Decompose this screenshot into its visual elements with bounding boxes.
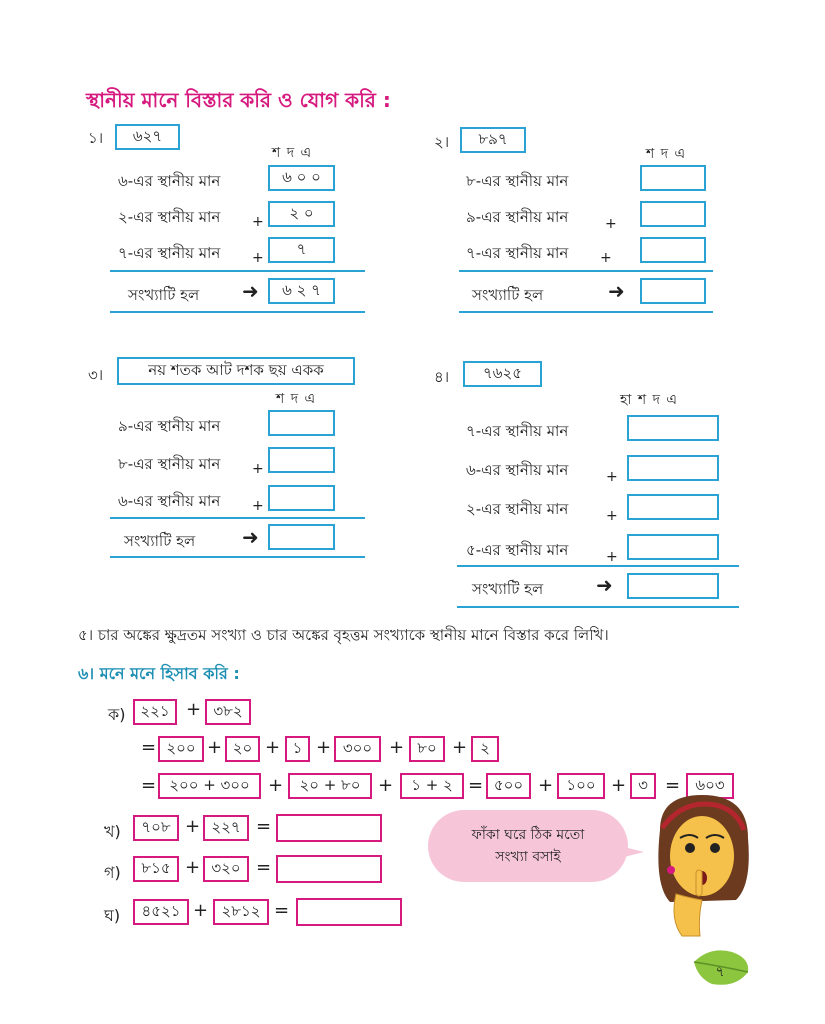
divider [110, 556, 365, 558]
plus-sign: + [186, 699, 202, 720]
row-label: ৮-এর স্থানীয় মান [118, 455, 221, 473]
plus-sign: + [252, 214, 264, 230]
expanded-box: ৮০ [409, 736, 445, 762]
grouped-box: ১ + ২ [400, 773, 464, 799]
addend-box: ২২১ [133, 699, 177, 725]
result-box[interactable] [640, 278, 706, 304]
row-label: ৬-এর স্থানীয় মান [118, 172, 221, 190]
grouped-box: ২০০ + ৩০০ [158, 773, 261, 799]
speech-bubble [428, 810, 628, 882]
expanded-box: ২০০ [158, 736, 204, 762]
plus-sign: + [268, 775, 284, 796]
answer-box[interactable] [268, 447, 335, 473]
addend-box: ৩৮২ [205, 699, 251, 725]
answer-box[interactable] [627, 455, 719, 481]
given-number-box: ৬২৭ [115, 124, 180, 150]
equals-sign: = [274, 900, 290, 921]
page-number: ৭ [715, 964, 725, 980]
part-label: ক) [108, 705, 126, 724]
answer-box: ২ ০ [268, 201, 335, 227]
equals-sign: = [256, 857, 272, 878]
row-label: ৬-এর স্থানীয় মান [466, 461, 569, 479]
answer-box: ৬০৩ [686, 773, 734, 799]
part-label: গ) [104, 863, 121, 882]
sum-label: সংখ্যাটি হল [472, 580, 544, 598]
row-label: ৬-এর স্থানীয় মান [118, 492, 221, 510]
expanded-box: ১ [285, 736, 310, 762]
addend-box: ৪৫২১ [133, 899, 189, 925]
bubble-line-1: ফাঁকা ঘরে ঠিক মতো [471, 827, 585, 843]
expanded-box: ৩০০ [334, 736, 381, 762]
plus-sign: + [605, 216, 617, 232]
divider [110, 311, 365, 313]
answer-box[interactable] [627, 494, 719, 520]
sum-box: ৩ [630, 773, 656, 799]
arrow-icon: ➜ [242, 525, 259, 549]
given-number-box: ৮৯৭ [460, 127, 526, 153]
row-label: ২-এর স্থানীয় মান [118, 208, 221, 226]
answer-box[interactable] [296, 898, 402, 926]
divider [457, 565, 739, 567]
divider [459, 311, 713, 313]
place-columns: শ দ এ [272, 145, 313, 161]
answer-box[interactable] [627, 415, 719, 441]
plus-sign: + [252, 498, 264, 514]
divider [110, 270, 365, 272]
plus-sign: + [207, 737, 223, 758]
row-label: ৮-এর স্থানীয় মান [466, 172, 569, 190]
addend-box: ৩২০ [203, 856, 249, 882]
equals-sign: = [256, 816, 272, 837]
sum-label: সংখ্যাটি হল [472, 286, 544, 304]
result-box[interactable] [627, 573, 719, 599]
plus-sign: + [606, 508, 618, 524]
grouped-box: ২০ + ৮০ [288, 773, 372, 799]
arrow-icon: ➜ [242, 279, 259, 303]
sum-label: সংখ্যাটি হল [128, 286, 200, 304]
plus-sign: + [193, 900, 209, 921]
place-columns: হা শ দ এ [620, 392, 679, 408]
part-label: ঘ) [104, 906, 121, 925]
problem-number: ১। [88, 129, 104, 147]
plus-sign: + [185, 816, 201, 837]
expanded-box: ২ [471, 736, 499, 762]
answer-box[interactable] [640, 201, 706, 227]
plus-sign: + [378, 775, 394, 796]
plus-sign: + [389, 737, 405, 758]
answer-box[interactable] [268, 410, 335, 436]
arrow-icon: ➜ [608, 279, 625, 303]
addend-box: ৭০৮ [133, 815, 179, 841]
sum-box: ১০০ [557, 773, 605, 799]
divider [110, 517, 365, 519]
answer-box[interactable] [640, 165, 706, 191]
plus-sign: + [538, 775, 554, 796]
question-5: ৫। চার অঙ্কের ক্ষুদ্রতম সংখ্যা ও চার অঙ্কের বৃহত্তম সংখ্যাকে স্থানীয় মানে বিস্তার করে লিখি। [78, 626, 609, 644]
row-label: ৯-এর স্থানীয় মান [118, 417, 221, 435]
girl-illustration [640, 790, 760, 940]
answer-box[interactable] [276, 814, 382, 842]
plus-sign: + [252, 461, 264, 477]
plus-sign: + [265, 737, 281, 758]
divider [459, 270, 713, 272]
section-heading: স্থানীয় মানে বিস্তার করি ও যোগ করি : [86, 88, 391, 112]
plus-sign: + [252, 250, 264, 266]
plus-sign: + [606, 549, 618, 565]
bubble-line-2: সংখ্যা বসাই [495, 849, 561, 865]
plus-sign: + [600, 250, 612, 266]
result-box[interactable] [268, 524, 335, 550]
place-columns: শ দ এ [276, 391, 317, 407]
problem-number: ৪। [434, 368, 450, 386]
place-columns: শ দ এ [646, 146, 687, 162]
sum-box: ৫০০ [486, 773, 531, 799]
addend-box: ২৮১২ [213, 899, 269, 925]
row-label: ৭-এর স্থানীয় মান [118, 244, 221, 262]
expanded-box: ২০ [225, 736, 260, 762]
addend-box: ২২৭ [203, 815, 249, 841]
row-label: ৭-এর স্থানীয় মান [466, 244, 569, 262]
row-label: ২-এর স্থানীয় মান [466, 500, 569, 518]
equals-sign: = [665, 775, 681, 796]
plus-sign: + [606, 469, 618, 485]
question-6-title: ৬। মনে মনে হিসাব করি : [78, 664, 240, 683]
sum-label: সংখ্যাটি হল [124, 532, 196, 550]
divider [457, 606, 739, 608]
row-label: ৫-এর স্থানীয় মান [466, 541, 569, 559]
row-label: ৭-এর স্থানীয় মান [466, 422, 569, 440]
problem-number: ৩। [88, 366, 104, 384]
plus-sign: + [185, 857, 201, 878]
answer-box[interactable] [276, 855, 382, 883]
arrow-icon: ➜ [596, 573, 613, 597]
answer-box[interactable] [627, 534, 719, 560]
answer-box: ৭ [268, 237, 335, 263]
plus-sign: + [452, 737, 468, 758]
equals-sign: = [141, 775, 157, 796]
answer-box[interactable] [640, 237, 706, 263]
part-label: খ) [104, 822, 121, 841]
given-number-box: নয় শতক আট দশক ছয় একক [117, 357, 355, 385]
plus-sign: + [611, 775, 627, 796]
plus-sign: + [316, 737, 332, 758]
equals-sign: = [141, 737, 157, 758]
answer-box: ৬ ০ ০ [268, 165, 335, 191]
problem-number: ২। [434, 133, 450, 151]
result-box: ৬ ২ ৭ [268, 278, 335, 304]
answer-box[interactable] [268, 485, 335, 511]
row-label: ৯-এর স্থানীয় মান [466, 208, 569, 226]
given-number-box: ৭৬২৫ [463, 361, 542, 387]
leaf-icon [690, 944, 754, 990]
addend-box: ৮১৫ [133, 856, 179, 882]
equals-sign: = [468, 775, 484, 796]
